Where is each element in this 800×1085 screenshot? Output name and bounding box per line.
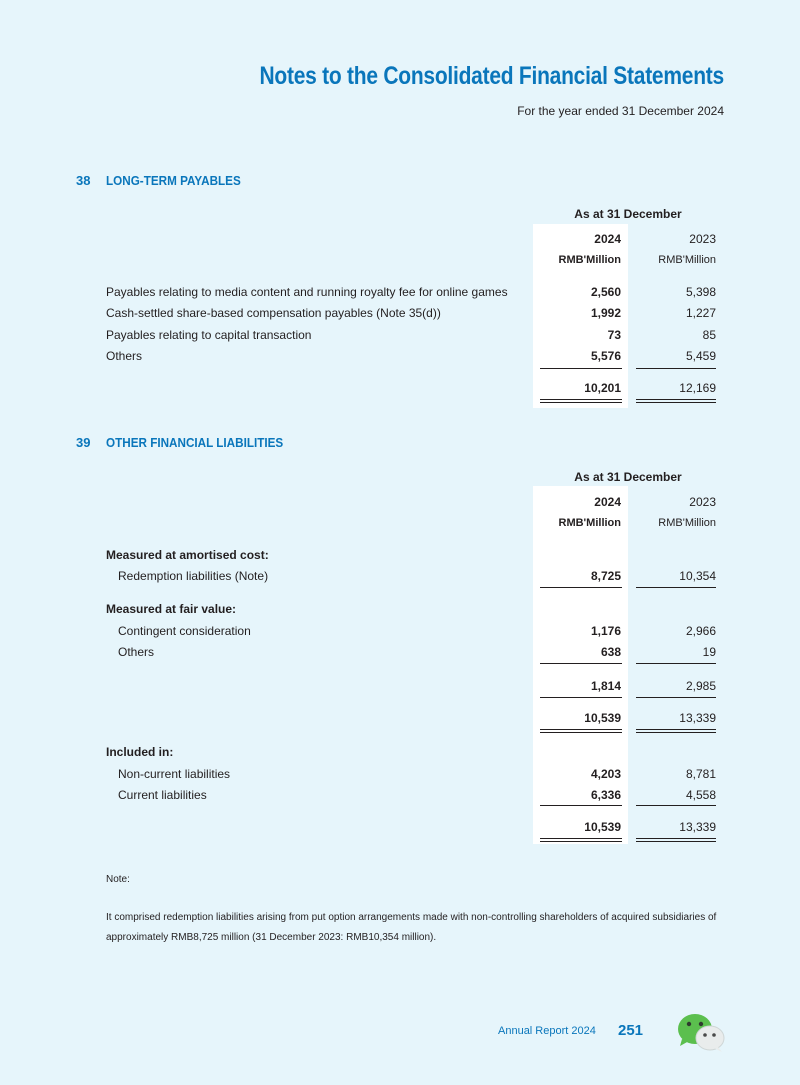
note-label: Note: bbox=[106, 874, 130, 885]
row-value-2023: 19 bbox=[702, 645, 716, 659]
section-heading-39 bbox=[76, 435, 303, 450]
annual-report-label: Annual Report 2024 bbox=[498, 1025, 596, 1037]
total-double-rule bbox=[636, 399, 716, 403]
total-double-rule bbox=[540, 729, 622, 733]
row-value-2023: 8,781 bbox=[685, 767, 716, 781]
subtotal-rule bbox=[636, 697, 716, 698]
page-title: Notes to the Consolidated Financial Statements bbox=[259, 62, 724, 90]
total-value-2024: 10,539 bbox=[584, 711, 621, 725]
group-heading-included: Included in: bbox=[106, 745, 174, 759]
subtotal-rule bbox=[540, 368, 622, 369]
section-number: 39 bbox=[76, 435, 91, 450]
row-value-2023: 5,398 bbox=[685, 285, 716, 299]
row-label: Cash-settled share-based compensation payables (Note 35(d)) bbox=[106, 306, 441, 320]
column-header-2024: 2024 bbox=[594, 495, 621, 509]
subtotal-rule bbox=[636, 368, 716, 369]
as-at-header: As at 31 December bbox=[574, 470, 682, 484]
total-value-2023: 12,169 bbox=[679, 381, 716, 395]
row-value-2024: 1,176 bbox=[590, 624, 621, 638]
row-value-2023: 1,227 bbox=[685, 306, 716, 320]
row-value-2023: 4,558 bbox=[685, 788, 716, 802]
section-heading-38 bbox=[76, 173, 256, 188]
row-value-2024: 8,725 bbox=[590, 569, 621, 583]
section-title: LONG-TERM PAYABLES bbox=[106, 173, 241, 188]
row-value-2024: 4,203 bbox=[590, 767, 621, 781]
subtotal-rule bbox=[540, 663, 622, 664]
unit-header-2024: RMB'Million bbox=[558, 517, 621, 529]
page-number: 251 bbox=[618, 1022, 644, 1039]
row-value-2024: 5,576 bbox=[590, 349, 621, 363]
row-label: Redemption liabilities (Note) bbox=[118, 569, 269, 583]
wechat-logo-icon bbox=[676, 1012, 726, 1052]
total-double-rule bbox=[540, 399, 622, 403]
note-text: It comprised redemption liabilities arising from put option arrangements made with non-controlling shareholders of acquired subsidiaries of approximately RMB8,725 million (31 December 2023: RMB10,354 million). bbox=[106, 912, 717, 943]
row-value-2024: 6,336 bbox=[590, 788, 621, 802]
page-subtitle: For the year ended 31 December 2024 bbox=[517, 104, 724, 118]
total-double-rule bbox=[636, 838, 716, 842]
unit-header-2023: RMB'Million bbox=[658, 517, 716, 529]
row-label: Current liabilities bbox=[118, 788, 207, 802]
subtotal-rule bbox=[540, 587, 622, 588]
row-value-2024: 2,560 bbox=[590, 285, 621, 299]
total-double-rule bbox=[636, 729, 716, 733]
row-label: Others bbox=[106, 349, 143, 363]
unit-header-2024: RMB'Million bbox=[558, 254, 621, 266]
group-heading-amortised: Measured at amortised cost: bbox=[106, 548, 269, 562]
subtotal-value-2024: 1,814 bbox=[590, 679, 621, 693]
row-value-2023: 5,459 bbox=[685, 349, 716, 363]
as-at-header: As at 31 December bbox=[574, 207, 682, 221]
row-value-2024: 73 bbox=[607, 328, 621, 342]
row-value-2023: 10,354 bbox=[679, 569, 716, 583]
subtotal-rule bbox=[540, 697, 622, 698]
row-value-2024: 638 bbox=[600, 645, 621, 659]
unit-header-2023: RMB'Million bbox=[658, 254, 716, 266]
row-value-2023: 2,966 bbox=[685, 624, 716, 638]
row-label: Contingent consideration bbox=[118, 624, 251, 638]
section-title: OTHER FINANCIAL LIABILITIES bbox=[106, 435, 284, 450]
subtotal-rule bbox=[540, 805, 622, 806]
column-header-2023: 2023 bbox=[689, 495, 716, 509]
row-value-2023: 85 bbox=[702, 328, 716, 342]
row-label: Non-current liabilities bbox=[118, 767, 231, 781]
row-label: Payables relating to media content and running royalty fee for online games bbox=[106, 285, 508, 299]
row-label: Payables relating to capital transaction bbox=[106, 328, 312, 342]
total-value-2023: 13,339 bbox=[679, 711, 716, 725]
row-label: Others bbox=[118, 645, 155, 659]
total-value-2024: 10,201 bbox=[584, 381, 621, 395]
column-header-2023: 2023 bbox=[689, 232, 716, 246]
total-value-2024: 10,539 bbox=[584, 820, 621, 834]
total-value-2023: 13,339 bbox=[679, 820, 716, 834]
subtotal-rule bbox=[636, 663, 716, 664]
row-value-2024: 1,992 bbox=[590, 306, 621, 320]
subtotal-value-2023: 2,985 bbox=[685, 679, 716, 693]
subtotal-rule bbox=[636, 805, 716, 806]
group-heading-fair-value: Measured at fair value: bbox=[106, 602, 237, 616]
subtotal-rule bbox=[636, 587, 716, 588]
column-header-2024: 2024 bbox=[594, 232, 621, 246]
total-double-rule bbox=[540, 838, 622, 842]
section-number: 38 bbox=[76, 173, 91, 188]
